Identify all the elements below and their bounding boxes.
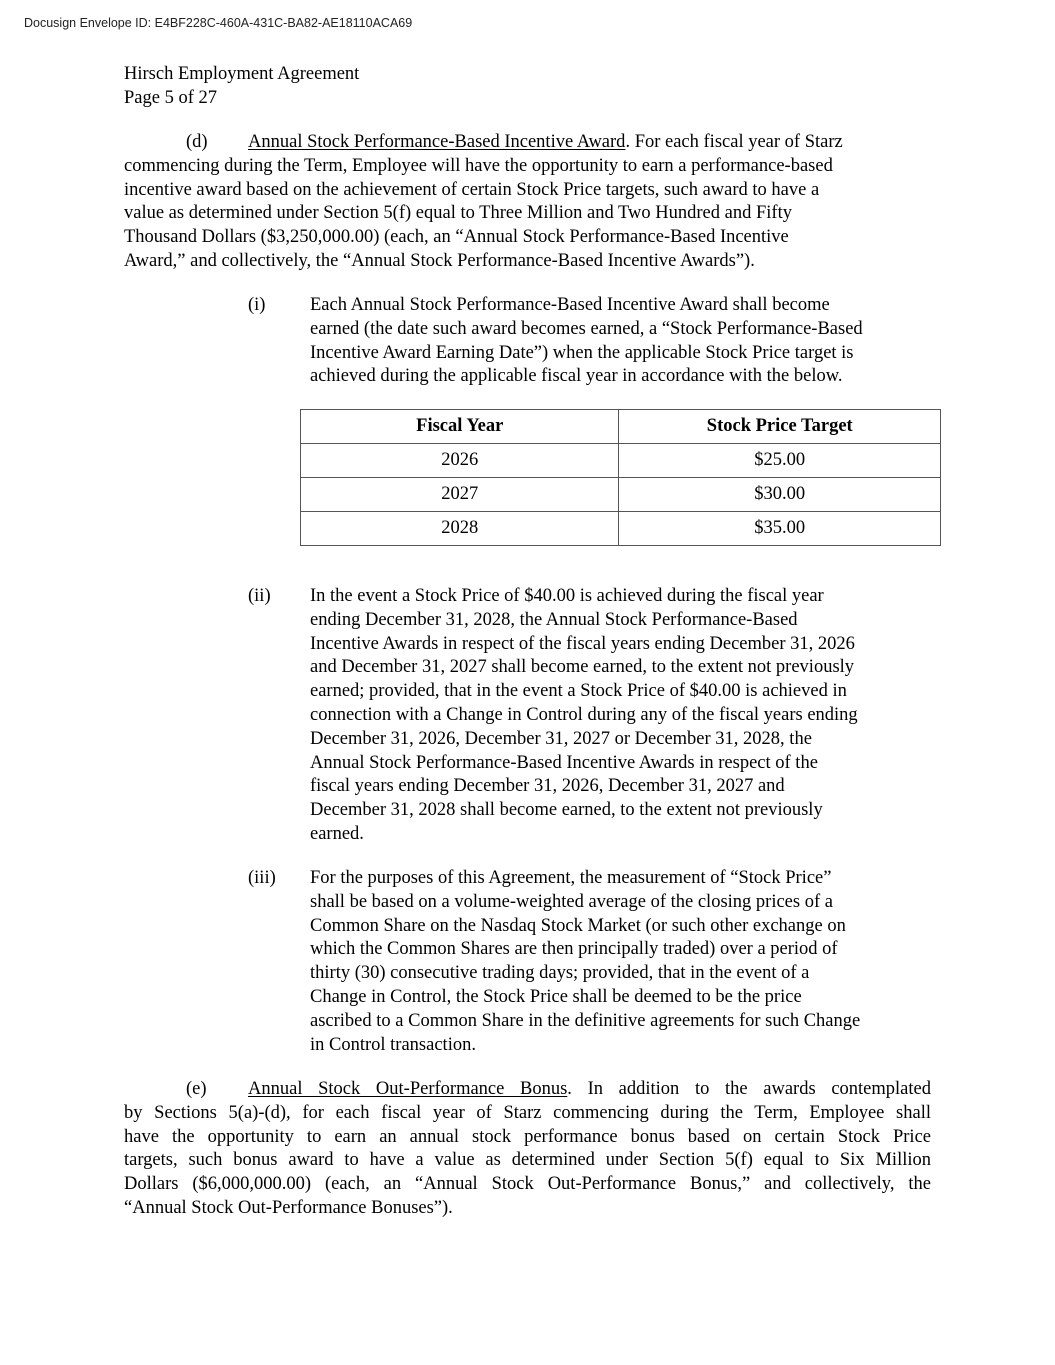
table-row	[301, 478, 941, 512]
fiscal-year-cell: 2027	[301, 478, 619, 512]
section-e-paragraph	[124, 1078, 931, 1221]
section-e-line: have the opportunity to earn an annual stock performance bonus based on certain Stock Price	[124, 1126, 931, 1147]
subsection-iii-line: in Control transaction.	[310, 1034, 476, 1055]
section-d-line: Thousand Dollars ($3,250,000.00) (each, an “Annual Stock Performance-Based Incentive	[124, 227, 789, 248]
subsection-iii-line: For the purposes of this Agreement, the measurement of “Stock Price”	[310, 868, 832, 888]
section-e-line: “Annual Stock Out-Performance Bonuses”).	[124, 1197, 453, 1218]
subsection-i-line: Incentive Award Earning Date”) when the applicable Stock Price target is	[310, 342, 854, 363]
subsection-iii-body	[310, 867, 950, 1057]
subsection-i-line: achieved during the applicable fiscal year in accordance with the below.	[310, 366, 843, 387]
subsection-iii-line: which the Common Shares are then principally traded) over a period of	[310, 939, 838, 960]
table-row	[301, 512, 941, 546]
section-d-paragraph	[124, 131, 924, 274]
subsection-ii-line: December 31, 2028 shall become earned, to the extent not previously	[310, 800, 823, 821]
page-number: Page 5 of 27	[124, 88, 217, 108]
section-d-line-1	[124, 131, 924, 155]
subsection-ii-line: ending December 31, 2028, the Annual Stock Performance-Based	[310, 609, 798, 630]
subsection-ii-line: connection with a Change in Control during any of the fiscal years ending	[310, 704, 858, 725]
section-d-text: . For each fiscal year of Starz	[625, 132, 843, 152]
stock-price-target-cell: $25.00	[619, 444, 941, 478]
subsection-ii-line: fiscal years ending December 31, 2026, December 31, 2027 and	[310, 776, 785, 797]
subsection-ii-line: Incentive Awards in respect of the fiscal years ending December 31, 2026	[310, 633, 855, 654]
table-header-row	[301, 410, 941, 444]
section-e-line: Dollars ($6,000,000.00) (each, an “Annual Stock Out-Performance Bonus,” and collectively, the	[124, 1174, 931, 1195]
subsection-ii-line: December 31, 2026, December 31, 2027 or December 31, 2028, the	[310, 728, 812, 749]
section-e-line-1	[124, 1078, 931, 1102]
section-e-text: . In addition to the awards contemplated	[567, 1079, 931, 1099]
page-header	[124, 62, 359, 110]
table-row	[301, 444, 941, 478]
section-e-line: by Sections 5(a)-(d), for each fiscal year of Starz commencing during the Term, Employee shall	[124, 1102, 931, 1123]
subsection-i-body	[310, 294, 950, 389]
section-e-heading: Annual Stock Out-Performance Bonus	[248, 1079, 568, 1099]
section-d-heading: Annual Stock Performance-Based Incentive Award	[248, 132, 626, 152]
docusign-envelope-id: Docusign Envelope ID: E4BF228C-460A-431C-BA82-AE18110ACA69	[24, 16, 413, 30]
fiscal-year-cell: 2028	[301, 512, 619, 546]
section-d-line: value as determined under Section 5(f) equal to Three Million and Two Hundred and Fifty	[124, 203, 792, 224]
stock-price-target-cell: $30.00	[619, 478, 941, 512]
section-d-line: commencing during the Term, Employee will have the opportunity to earn a performance-based	[124, 155, 833, 176]
subsection-ii-body	[310, 585, 950, 847]
section-e-label: (e)	[186, 1079, 207, 1099]
document-title: Hirsch Employment Agreement	[124, 64, 360, 84]
section-d-label: (d)	[186, 132, 208, 152]
column-header-stock-price-target: Stock Price Target	[619, 410, 941, 444]
subsection-iii-line: thirty (30) consecutive trading days; provided, that in the event of a	[310, 963, 810, 984]
subsection-ii-line: In the event a Stock Price of $40.00 is achieved during the fiscal year	[310, 586, 824, 606]
section-d-line: Award,” and collectively, the “Annual Stock Performance-Based Incentive Awards”).	[124, 250, 755, 271]
subsection-i-label: (i)	[248, 295, 266, 315]
stock-price-target-table	[300, 409, 941, 546]
subsection-iii-label: (iii)	[248, 868, 276, 888]
subsection-i-line: earned (the date such award becomes earned, a “Stock Performance-Based	[310, 318, 863, 339]
subsection-iii-line: Common Share on the Nasdaq Stock Market (or such other exchange on	[310, 915, 846, 936]
column-header-fiscal-year: Fiscal Year	[301, 410, 619, 444]
subsection-iii-line: shall be based on a volume-weighted average of the closing prices of a	[310, 891, 833, 912]
subsection-iii-line: ascribed to a Common Share in the definitive agreements for such Change	[310, 1010, 861, 1031]
subsection-iii-line: Change in Control, the Stock Price shall be deemed to be the price	[310, 986, 802, 1007]
stock-price-target-cell: $35.00	[619, 512, 941, 546]
subsection-ii-line: Annual Stock Performance-Based Incentive Awards in respect of the	[310, 752, 818, 773]
section-e-line: targets, such bonus award to have a value as determined under Section 5(f) equal to Six Million	[124, 1150, 931, 1171]
fiscal-year-cell: 2026	[301, 444, 619, 478]
subsection-ii-line: and December 31, 2027 shall become earned, to the extent not previously	[310, 657, 855, 678]
subsection-i-line: Each Annual Stock Performance-Based Incentive Award shall become	[310, 295, 830, 315]
subsection-ii-line: earned; provided, that in the event a Stock Price of $40.00 is achieved in	[310, 681, 847, 702]
section-d-line: incentive award based on the achievement of certain Stock Price targets, such award to have a	[124, 179, 820, 200]
subsection-ii-label: (ii)	[248, 586, 271, 606]
subsection-ii-line: earned.	[310, 823, 364, 844]
